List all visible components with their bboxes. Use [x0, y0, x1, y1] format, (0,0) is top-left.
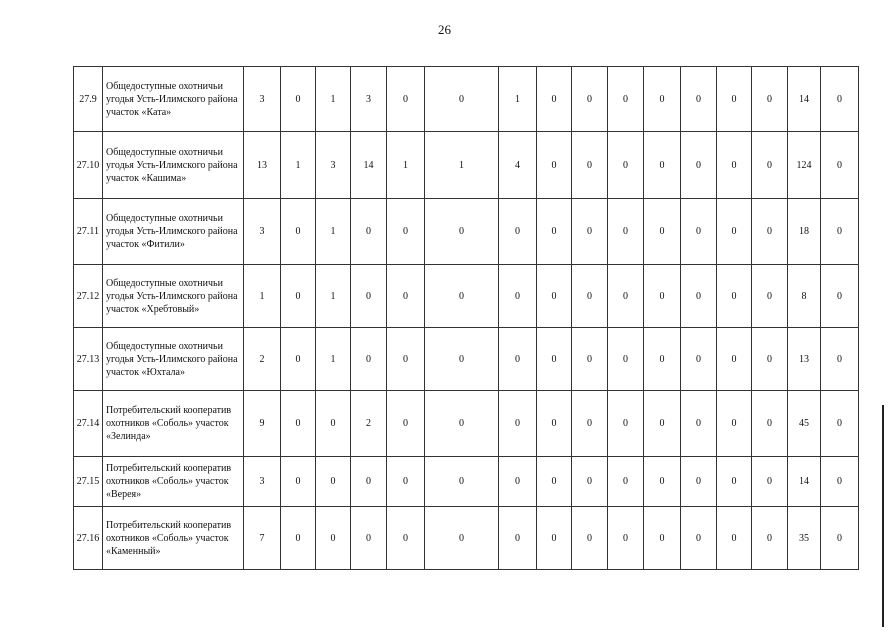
cell: 0 [717, 507, 752, 570]
cell: 1 [387, 132, 425, 199]
cell: 0 [499, 391, 537, 457]
cell: 9 [244, 391, 281, 457]
cell: 0 [572, 67, 608, 132]
cell: 0 [752, 391, 788, 457]
cell: 0 [499, 265, 537, 328]
cell: 0 [351, 328, 387, 391]
cell: 0 [644, 391, 681, 457]
cell: 0 [608, 67, 644, 132]
cell: 0 [752, 67, 788, 132]
row-name: Общедоступные охотничьи угодья Усть-Илимского района участок «Фитили» [103, 199, 244, 265]
cell: 0 [681, 199, 717, 265]
page-number: 26 [438, 22, 451, 37]
row-name: Общедоступные охотничьи угодья Усть-Илимского района участок «Хребтовый» [103, 265, 244, 328]
cell: 0 [644, 328, 681, 391]
cell: 0 [351, 199, 387, 265]
cell: 3 [244, 199, 281, 265]
cell: 0 [608, 265, 644, 328]
cell: 3 [244, 457, 281, 507]
cell: 0 [608, 328, 644, 391]
cell: 0 [387, 391, 425, 457]
cell: 0 [821, 199, 859, 265]
cell: 0 [499, 199, 537, 265]
cell: 0 [644, 67, 681, 132]
cell: 3 [316, 132, 351, 199]
cell: 0 [717, 199, 752, 265]
cell: 0 [572, 328, 608, 391]
cell: 14 [351, 132, 387, 199]
cell: 1 [499, 67, 537, 132]
cell: 0 [752, 507, 788, 570]
row-name: Общедоступные охотничьи угодья Усть-Илимского района участок «Кашима» [103, 132, 244, 199]
cell: 0 [425, 391, 499, 457]
cell: 1 [244, 265, 281, 328]
cell: 1 [316, 199, 351, 265]
cell: 0 [644, 199, 681, 265]
cell: 0 [425, 328, 499, 391]
cell: 2 [244, 328, 281, 391]
cell: 0 [821, 457, 859, 507]
cell: 0 [425, 265, 499, 328]
cell: 0 [681, 265, 717, 328]
table-row [74, 265, 859, 328]
row-name: Потребительский кооператив охотников «Соболь» участок «Верея» [103, 457, 244, 507]
cell: 0 [644, 132, 681, 199]
cell: 0 [316, 507, 351, 570]
cell: 0 [681, 391, 717, 457]
cell: 0 [387, 265, 425, 328]
cell: 0 [425, 507, 499, 570]
cell: 0 [425, 199, 499, 265]
cell: 13 [788, 328, 821, 391]
cell: 0 [821, 507, 859, 570]
cell: 0 [681, 67, 717, 132]
cell: 0 [644, 457, 681, 507]
cell: 0 [608, 199, 644, 265]
cell: 0 [717, 265, 752, 328]
row-id: 27.15 [74, 457, 103, 507]
cell: 0 [821, 391, 859, 457]
cell: 0 [537, 199, 572, 265]
cell: 0 [572, 507, 608, 570]
table-row [74, 457, 859, 507]
cell: 1 [425, 132, 499, 199]
cell: 18 [788, 199, 821, 265]
row-id: 27.12 [74, 265, 103, 328]
cell: 0 [681, 328, 717, 391]
cell: 0 [387, 67, 425, 132]
cell: 1 [316, 67, 351, 132]
cell: 0 [387, 507, 425, 570]
cell: 0 [537, 265, 572, 328]
row-name: Общедоступные охотничьи угодья Усть-Илимского района участок «Юхтала» [103, 328, 244, 391]
cell: 0 [572, 457, 608, 507]
row-name: Общедоступные охотничьи угодья Усть-Илимского района участок «Ката» [103, 67, 244, 132]
cell: 0 [572, 265, 608, 328]
cell: 0 [281, 67, 316, 132]
cell: 0 [387, 199, 425, 265]
cell: 124 [788, 132, 821, 199]
cell: 0 [537, 391, 572, 457]
cell: 0 [752, 328, 788, 391]
cell: 0 [572, 391, 608, 457]
cell: 0 [681, 457, 717, 507]
cell: 0 [681, 132, 717, 199]
cell: 0 [537, 457, 572, 507]
row-id: 27.10 [74, 132, 103, 199]
cell: 14 [788, 457, 821, 507]
cell: 3 [351, 67, 387, 132]
cell: 0 [537, 67, 572, 132]
cell: 1 [316, 328, 351, 391]
cell: 0 [316, 457, 351, 507]
table-row [74, 391, 859, 457]
cell: 0 [351, 265, 387, 328]
cell: 0 [821, 265, 859, 328]
row-name: Потребительский кооператив охотников «Соболь» участок «Зелинда» [103, 391, 244, 457]
cell: 0 [387, 457, 425, 507]
table-row [74, 67, 859, 132]
cell: 0 [316, 391, 351, 457]
table-row [74, 328, 859, 391]
cell: 0 [499, 507, 537, 570]
cell: 0 [717, 328, 752, 391]
hunting-grounds-table [73, 66, 859, 570]
cell: 1 [316, 265, 351, 328]
cell: 7 [244, 507, 281, 570]
cell: 1 [281, 132, 316, 199]
cell: 0 [281, 457, 316, 507]
cell: 0 [499, 457, 537, 507]
page-edge-mark [882, 405, 884, 627]
cell: 0 [351, 457, 387, 507]
cell: 0 [752, 265, 788, 328]
cell: 0 [644, 265, 681, 328]
cell: 0 [717, 132, 752, 199]
cell: 13 [244, 132, 281, 199]
cell: 0 [387, 328, 425, 391]
cell: 0 [717, 67, 752, 132]
cell: 35 [788, 507, 821, 570]
cell: 0 [681, 507, 717, 570]
cell: 0 [752, 132, 788, 199]
cell: 0 [425, 457, 499, 507]
cell: 8 [788, 265, 821, 328]
cell: 0 [281, 391, 316, 457]
cell: 4 [499, 132, 537, 199]
cell: 0 [608, 391, 644, 457]
cell: 0 [537, 132, 572, 199]
table-row [74, 199, 859, 265]
cell: 0 [821, 132, 859, 199]
cell: 0 [821, 67, 859, 132]
cell: 0 [537, 328, 572, 391]
cell: 0 [752, 457, 788, 507]
row-id: 27.16 [74, 507, 103, 570]
table-row [74, 132, 859, 199]
cell: 0 [717, 457, 752, 507]
cell: 0 [281, 328, 316, 391]
cell: 0 [572, 132, 608, 199]
cell: 0 [281, 507, 316, 570]
row-id: 27.14 [74, 391, 103, 457]
cell: 0 [608, 132, 644, 199]
cell: 0 [608, 457, 644, 507]
row-id: 27.11 [74, 199, 103, 265]
cell: 0 [572, 199, 608, 265]
cell: 0 [752, 199, 788, 265]
cell: 0 [821, 328, 859, 391]
cell: 14 [788, 67, 821, 132]
cell: 2 [351, 391, 387, 457]
cell: 0 [644, 507, 681, 570]
cell: 0 [717, 391, 752, 457]
row-id: 27.13 [74, 328, 103, 391]
cell: 0 [281, 199, 316, 265]
cell: 0 [351, 507, 387, 570]
cell: 3 [244, 67, 281, 132]
cell: 45 [788, 391, 821, 457]
cell: 0 [537, 507, 572, 570]
cell: 0 [425, 67, 499, 132]
cell: 0 [499, 328, 537, 391]
cell: 0 [608, 507, 644, 570]
table-row [74, 507, 859, 570]
cell: 0 [281, 265, 316, 328]
row-id: 27.9 [74, 67, 103, 132]
row-name: Потребительский кооператив охотников «Соболь» участок «Каменный» [103, 507, 244, 570]
